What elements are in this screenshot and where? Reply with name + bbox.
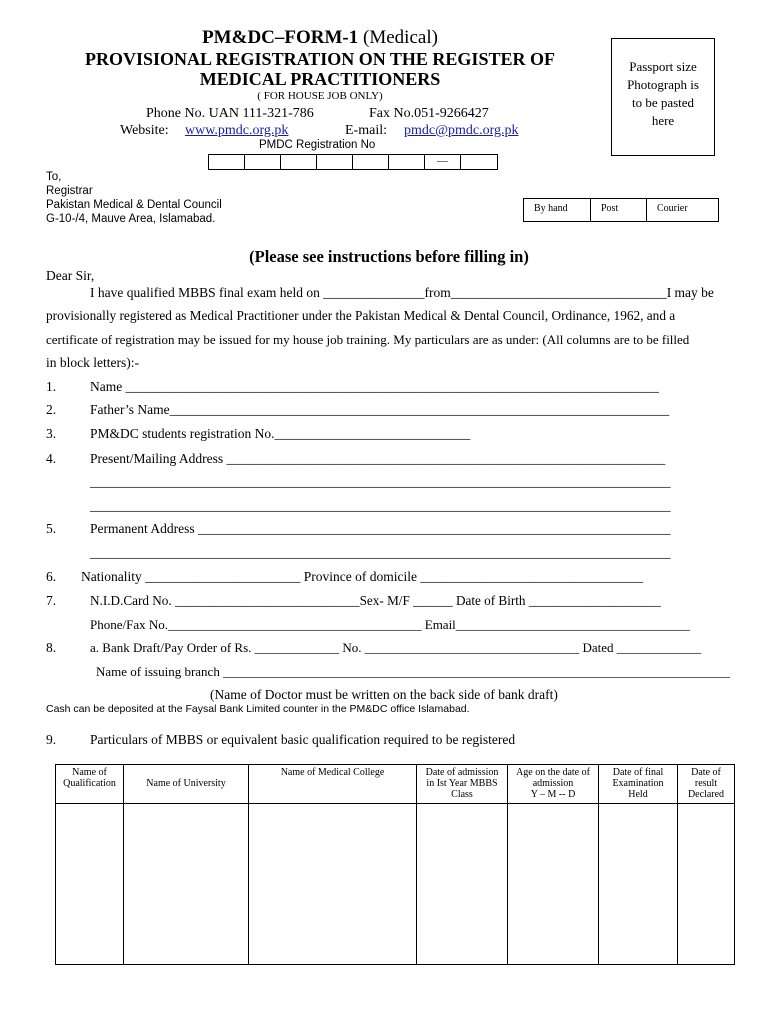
regno-boxes[interactable]	[208, 154, 498, 170]
form-title	[0, 27, 640, 49]
form-code: PM&DC–FORM-1	[202, 27, 359, 48]
present-address-line-2[interactable]: ______________________________________________________________________________________	[90, 474, 671, 489]
col-header-age: Age on the date of admission Y – M -- D	[508, 765, 599, 804]
para-line-1: I have qualified MBBS final exam held on _______________from________________________________I may be	[90, 285, 714, 300]
para-line-3: certificate of registration may be issued for my house job training. My particulars are as under: (All columns are to be filled	[46, 332, 690, 347]
field-2-number: 2.	[46, 402, 57, 417]
col-header-university: Name of University	[124, 765, 249, 804]
photo-text-3: to be pasted	[631, 95, 695, 110]
field-4-number: 4.	[46, 451, 57, 466]
cell-college[interactable]	[249, 804, 417, 965]
email-link[interactable]: pmdc@pmdc.org.pk	[404, 123, 519, 138]
send-option-post[interactable]: Post	[591, 199, 647, 221]
qualification-heading: Particulars of MBBS or equivalent basic qualification required to be registered	[90, 732, 516, 747]
regno-label: PMDC Registration No	[259, 139, 376, 151]
col-header-qualification: Name of Qualification	[56, 765, 124, 804]
phone-number: Phone No. UAN 111-321-786	[146, 106, 314, 121]
title-line-2: MEDICAL PRACTITIONERS	[199, 69, 441, 89]
table-row[interactable]	[56, 804, 735, 965]
website-label: Website:	[120, 123, 169, 138]
address-to: To,	[46, 171, 62, 183]
phone-email-field[interactable]: Phone/Fax No._______________________________________ Email____________________________________	[90, 617, 690, 632]
regno-box[interactable]	[317, 155, 353, 169]
photo-text-4: here	[651, 113, 675, 128]
cash-deposit-note: Cash can be deposited at the Faysal Bank Limited counter in the PM&DC office Islamabad.	[46, 703, 470, 715]
cell-age[interactable]	[508, 804, 599, 965]
present-address-line-3[interactable]: ______________________________________________________________________________________	[90, 498, 671, 513]
col-header-admission-date: Date of admission in Ist Year MBBS Class	[417, 765, 508, 804]
title-line-1: PROVISIONAL REGISTRATION ON THE REGISTER OF	[85, 49, 555, 69]
regno-box[interactable]	[389, 155, 425, 169]
regno-box[interactable]	[461, 155, 497, 169]
cell-exam-date[interactable]	[599, 804, 678, 965]
nid-sex-dob-field[interactable]: N.I.D.Card No. ____________________________Sex- M/F ______ Date of Birth ____________________	[90, 593, 661, 608]
bank-draft-field[interactable]: a. Bank Draft/Pay Order of Rs. _____________ No. _________________________________ Dated _____________	[90, 640, 702, 655]
send-option-by-hand[interactable]: By hand	[524, 199, 591, 221]
bank-draft-note: (Name of Doctor must be written on the back side of bank draft)	[210, 687, 558, 702]
field-6-number: 6.	[46, 569, 57, 584]
field-7-number: 7.	[46, 593, 57, 608]
address-location: G-10-/4, Mauve Area, Islamabad.	[46, 213, 216, 225]
cell-result-date[interactable]	[678, 804, 735, 965]
name-field[interactable]: Name _______________________________________________________________________________	[90, 379, 659, 394]
col-header-result-date: Date of result Declared	[678, 765, 735, 804]
field-9-number: 9.	[46, 732, 57, 747]
email-label: E-mail:	[345, 123, 387, 138]
send-option-courier[interactable]: Courier	[657, 203, 688, 214]
field-3-number: 3.	[46, 426, 57, 441]
cell-qualification[interactable]	[56, 804, 124, 965]
regno-box[interactable]	[353, 155, 389, 169]
present-address-field[interactable]: Present/Mailing Address _________________________________________________________________	[90, 451, 666, 466]
address-council: Pakistan Medical & Dental Council	[46, 199, 222, 211]
nationality-domicile-field[interactable]: Nationality _______________________ Province of domicile _________________________________	[81, 569, 644, 584]
form-type: (Medical)	[363, 27, 438, 48]
table-header-row	[56, 765, 735, 804]
photo-text-2: Photograph is	[627, 77, 699, 92]
issuing-branch-field[interactable]: Name of issuing branch ______________________________________________________________________________	[96, 664, 731, 679]
regno-box[interactable]	[281, 155, 317, 169]
field-8-number: 8.	[46, 640, 57, 655]
permanent-address-line-2[interactable]: ______________________________________________________________________________________	[90, 545, 671, 560]
salutation: Dear Sir,	[46, 268, 95, 283]
instructions-note: (Please see instructions before filling in)	[249, 247, 529, 266]
cell-university[interactable]	[124, 804, 249, 965]
website-link[interactable]: www.pmdc.org.pk	[185, 123, 289, 138]
qualification-table	[55, 764, 735, 965]
para-line-4: in block letters):-	[46, 355, 139, 370]
student-registration-field[interactable]: PM&DC students registration No._____________________________	[90, 426, 471, 441]
col-header-exam-date: Date of final Examination Held	[599, 765, 678, 804]
address-block	[46, 170, 222, 226]
regno-box[interactable]	[209, 155, 245, 169]
permanent-address-field[interactable]: Permanent Address ______________________________________________________________________	[90, 521, 671, 536]
form-subtitle: ( FOR HOUSE JOB ONLY)	[257, 90, 383, 102]
para-line-2: provisionally registered as Medical Practitioner under the Pakistan Medical & Dental Council, Ordinance, 1962, and a	[46, 308, 676, 323]
photo-box	[611, 38, 715, 156]
address-registrar: Registrar	[46, 185, 93, 197]
regno-box-dash: —	[425, 155, 461, 169]
col-header-college: Name of Medical College	[249, 765, 417, 804]
field-1-number: 1.	[46, 379, 57, 394]
cell-admission-date[interactable]	[417, 804, 508, 965]
field-5-number: 5.	[46, 521, 57, 536]
regno-box[interactable]	[245, 155, 281, 169]
father-name-field[interactable]: Father’s Name__________________________________________________________________________	[90, 402, 670, 417]
photo-text-1: Passport size	[629, 59, 697, 74]
fax-number: Fax No.051-9266427	[369, 106, 489, 121]
send-method-box	[523, 198, 719, 222]
